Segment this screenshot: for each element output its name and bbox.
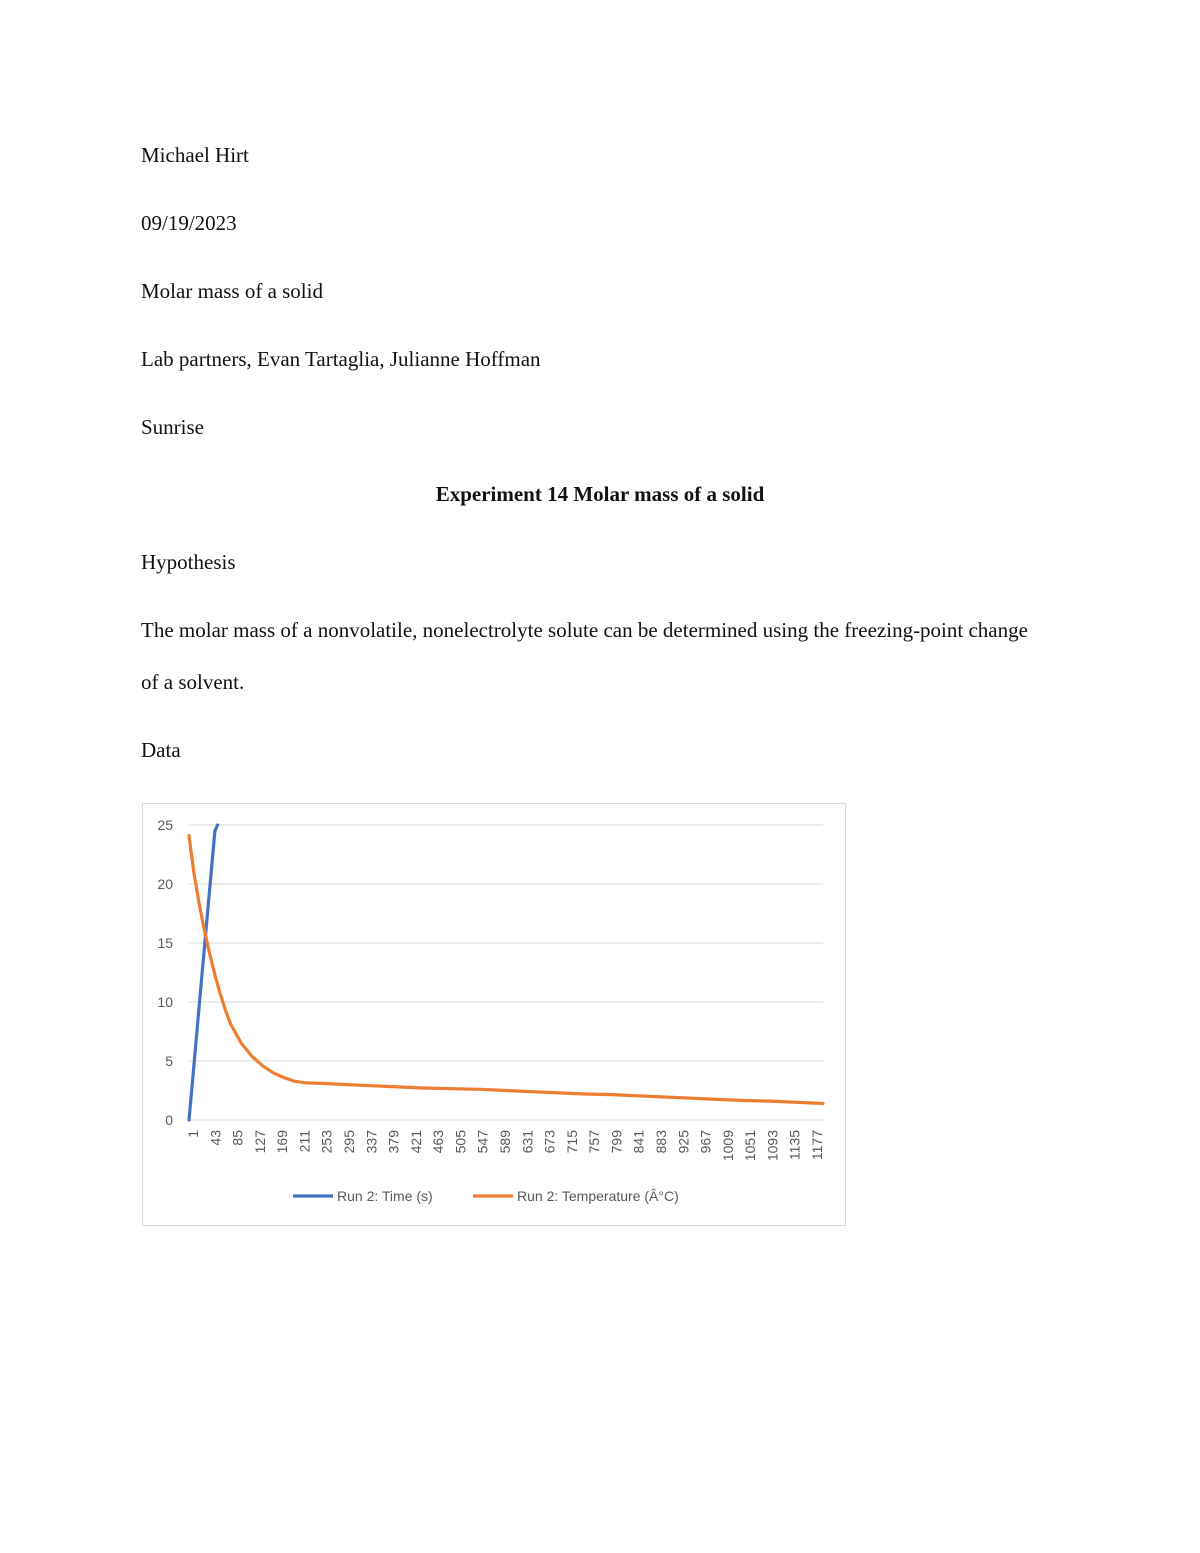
x-tick-label: 421 (407, 1130, 424, 1154)
temperature-chart (142, 803, 846, 1226)
hypothesis-heading: Hypothesis (141, 550, 236, 574)
y-tick-label: 25 (157, 817, 173, 833)
x-tick-label: 463 (430, 1130, 447, 1154)
x-tick-label: 547 (474, 1130, 491, 1154)
x-tick-label: 43 (207, 1130, 224, 1146)
x-tick-label: 1135 (786, 1130, 803, 1161)
lab-partners: Lab partners, Evan Tartaglia, Julianne Hoffman (141, 347, 541, 371)
legend-label: Run 2: Time (s) (337, 1188, 433, 1204)
x-tick-label: 799 (608, 1130, 625, 1154)
x-tick-label: 967 (697, 1130, 714, 1154)
chart-svg (143, 804, 847, 1227)
y-tick-label: 0 (165, 1112, 173, 1128)
y-tick-label: 15 (157, 935, 173, 951)
x-tick-label: 757 (586, 1130, 603, 1154)
x-tick-label: 1177 (809, 1130, 825, 1161)
author-name: Michael Hirt (141, 143, 249, 167)
x-tick-label: 1093 (764, 1130, 781, 1162)
hypothesis-text: The molar mass of a nonvolatile, nonelectrolyte solute can be determined using the freezing-point change of a solvent. (141, 618, 1028, 694)
data-heading: Data (141, 738, 181, 762)
y-tick-label: 20 (157, 876, 173, 892)
x-tick-label: 673 (541, 1130, 558, 1154)
x-tick-label: 211 (296, 1130, 313, 1153)
x-tick-label: 85 (229, 1130, 246, 1146)
x-tick-label: 253 (318, 1130, 335, 1154)
x-tick-label: 841 (630, 1130, 647, 1154)
x-tick-label: 379 (385, 1130, 402, 1154)
x-tick-label: 883 (653, 1130, 669, 1154)
report-date: 09/19/2023 (141, 211, 237, 235)
x-tick-label: 295 (341, 1130, 357, 1154)
x-tick-label: 127 (251, 1130, 268, 1154)
x-tick-label: 169 (274, 1130, 291, 1154)
legend-label: Run 2: Temperature (Â°C) (517, 1188, 679, 1204)
chart-gridlines (189, 825, 823, 1120)
experiment-subject: Molar mass of a solid (141, 279, 323, 303)
x-tick-label: 715 (563, 1130, 580, 1154)
x-tick-label: 505 (452, 1130, 469, 1154)
x-axis-ticks (185, 1130, 825, 1161)
x-tick-label: 337 (363, 1130, 380, 1154)
x-tick-label: 631 (519, 1130, 536, 1154)
x-tick-label: 925 (675, 1130, 692, 1154)
x-tick-label: 1 (185, 1130, 201, 1138)
x-tick-label: 1051 (742, 1130, 759, 1162)
chart-series (189, 825, 823, 1120)
x-tick-label: 589 (497, 1130, 513, 1154)
section-name: Sunrise (141, 415, 204, 439)
y-tick-label: 10 (157, 994, 173, 1010)
temperature-series-line (189, 836, 823, 1104)
chart-legend (293, 1188, 679, 1204)
y-axis-ticks (157, 817, 173, 1128)
x-tick-label: 1009 (719, 1130, 736, 1162)
document-title: Experiment 14 Molar mass of a solid (435, 482, 765, 506)
y-tick-label: 5 (165, 1053, 173, 1069)
